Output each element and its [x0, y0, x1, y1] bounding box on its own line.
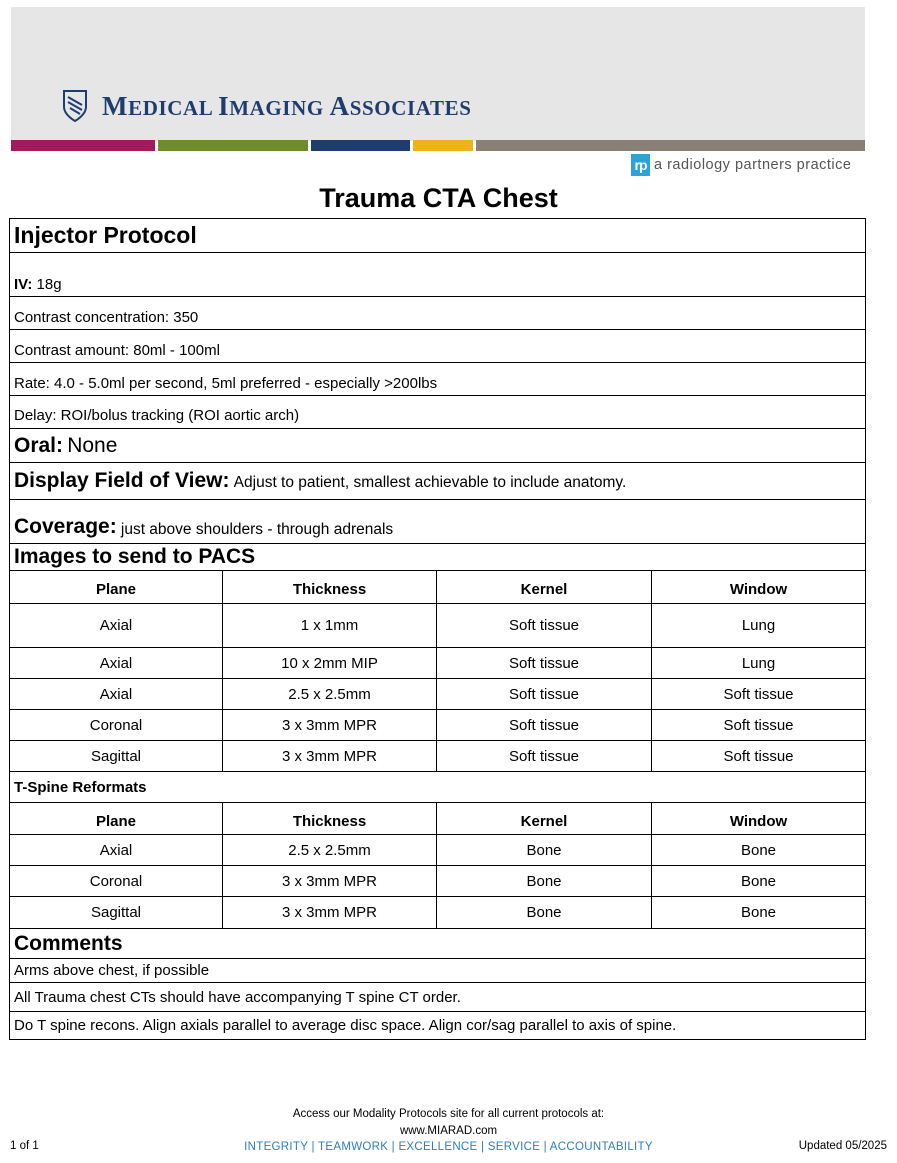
table-cell: Soft tissue	[437, 710, 652, 741]
iv-value: 18g	[36, 276, 62, 293]
comment-text: Arms above chest, if possible	[14, 962, 210, 979]
delay-text: Delay: ROI/bolus tracking (ROI aortic arch)	[14, 407, 300, 424]
table-cell: Bone	[437, 897, 652, 929]
brand-stripes	[0, 140, 897, 151]
table-cell: Bone	[652, 897, 866, 929]
comment-text: Do T spine recons. Align axials parallel to average disc space. Align cor/sag parallel to axis of spine.	[14, 1017, 677, 1034]
stripe-taupe	[476, 140, 865, 151]
table-cell: 3 x 3mm MPR	[223, 741, 437, 772]
comment-row	[9, 959, 866, 983]
table-row	[9, 866, 866, 897]
coverage-label: Coverage:	[14, 515, 117, 538]
table-cell: Bone	[652, 866, 866, 897]
tspine-heading-row	[9, 772, 866, 803]
table-cell: Soft tissue	[652, 741, 866, 772]
table-cell: Lung	[652, 604, 866, 648]
injector-heading-row	[9, 218, 866, 253]
stripe-green	[158, 140, 308, 151]
column-header: Kernel	[437, 571, 652, 604]
column-header: Thickness	[223, 803, 437, 835]
column-header: Plane	[9, 571, 223, 604]
column-header: Kernel	[437, 803, 652, 835]
table-cell: Bone	[652, 835, 866, 866]
page-title: Trauma CTA Chest	[319, 183, 558, 213]
table-row	[9, 604, 866, 648]
concentration-text: Contrast concentration: 350	[14, 309, 199, 326]
footer-url[interactable]: www.MIARAD.com	[399, 1125, 498, 1137]
table-cell: 1 x 1mm	[223, 604, 437, 648]
table-cell: Soft tissue	[652, 679, 866, 710]
column-header: Window	[652, 803, 866, 835]
table-cell: Bone	[437, 866, 652, 897]
column-header: Thickness	[223, 571, 437, 604]
rp-badge-icon: rp	[631, 154, 650, 176]
dfov-label: Display Field of View:	[14, 469, 230, 492]
concentration-row	[9, 297, 866, 330]
table-cell: Lung	[652, 648, 866, 679]
table-row	[9, 648, 866, 679]
oral-value: None	[67, 433, 118, 457]
rate-row	[9, 363, 866, 396]
shield-icon	[62, 89, 88, 123]
table-row	[9, 741, 866, 772]
coverage-row	[9, 500, 866, 544]
amount-text: Contrast amount: 80ml - 100ml	[14, 342, 220, 359]
updated-date: Updated 05/2025	[798, 1140, 887, 1152]
table-cell: Coronal	[9, 866, 223, 897]
tspine-header-row	[9, 803, 866, 835]
table-cell: Axial	[9, 835, 223, 866]
partner-text: a radiology partners practice	[654, 157, 852, 173]
partner-logo	[631, 154, 851, 176]
oral-row	[9, 429, 866, 463]
table-cell: Axial	[9, 604, 223, 648]
comment-row	[9, 983, 866, 1012]
dfov-value: Adjust to patient, smallest achievable to include anatomy.	[233, 473, 627, 491]
table-cell: 2.5 x 2.5mm	[223, 679, 437, 710]
stripe-navy	[311, 140, 410, 151]
footer-access-text: Access our Modality Protocols site for all current protocols at:	[292, 1108, 605, 1120]
page-number: 1 of 1	[10, 1140, 39, 1152]
rate-text: Rate: 4.0 - 5.0ml per second, 5ml preferred - especially >200lbs	[14, 375, 438, 392]
table-row	[9, 897, 866, 929]
org-name: MEDICAL IMAGING ASSOCIATES	[102, 90, 472, 121]
images-heading-row	[9, 544, 866, 571]
iv-label: IV:	[14, 276, 33, 293]
amount-row	[9, 330, 866, 363]
org-logo	[62, 88, 471, 124]
table-row	[9, 679, 866, 710]
comments-heading-row	[9, 929, 866, 959]
comments-heading: Comments	[14, 931, 123, 955]
table-cell: 3 x 3mm MPR	[223, 710, 437, 741]
table-cell: Soft tissue	[652, 710, 866, 741]
table-cell: 3 x 3mm MPR	[223, 866, 437, 897]
iv-row	[9, 253, 866, 297]
table-cell: Soft tissue	[437, 679, 652, 710]
dfov-row	[9, 463, 866, 500]
comment-row	[9, 1012, 866, 1040]
table-cell: 10 x 2mm MIP	[223, 648, 437, 679]
table-cell: Soft tissue	[437, 604, 652, 648]
table-cell: Soft tissue	[437, 741, 652, 772]
table-cell: Soft tissue	[437, 648, 652, 679]
images-header-row	[9, 571, 866, 604]
stripe-gold	[413, 140, 473, 151]
tspine-heading: T-Spine Reformats	[14, 778, 147, 796]
table-cell: Sagittal	[9, 897, 223, 929]
table-cell: Axial	[9, 679, 223, 710]
table-cell: 2.5 x 2.5mm	[223, 835, 437, 866]
delay-row	[9, 396, 866, 429]
column-header: Window	[652, 571, 866, 604]
table-row	[9, 835, 866, 866]
comment-text: All Trauma chest CTs should have accompanying T spine CT order.	[14, 988, 461, 1006]
table-cell: 3 x 3mm MPR	[223, 897, 437, 929]
table-cell: Bone	[437, 835, 652, 866]
table-cell: Coronal	[9, 710, 223, 741]
column-header: Plane	[9, 803, 223, 835]
footer-values: INTEGRITY | TEAMWORK | EXCELLENCE | SERVICE | ACCOUNTABILITY	[244, 1141, 653, 1153]
table-cell: Sagittal	[9, 741, 223, 772]
table-row	[9, 710, 866, 741]
stripe-magenta	[11, 140, 155, 151]
coverage-value: just above shoulders - through adrenals	[120, 521, 394, 538]
injector-heading: Injector Protocol	[14, 222, 197, 248]
images-heading: Images to send to PACS	[14, 545, 256, 568]
oral-label: Oral:	[14, 433, 64, 457]
table-cell: Axial	[9, 648, 223, 679]
